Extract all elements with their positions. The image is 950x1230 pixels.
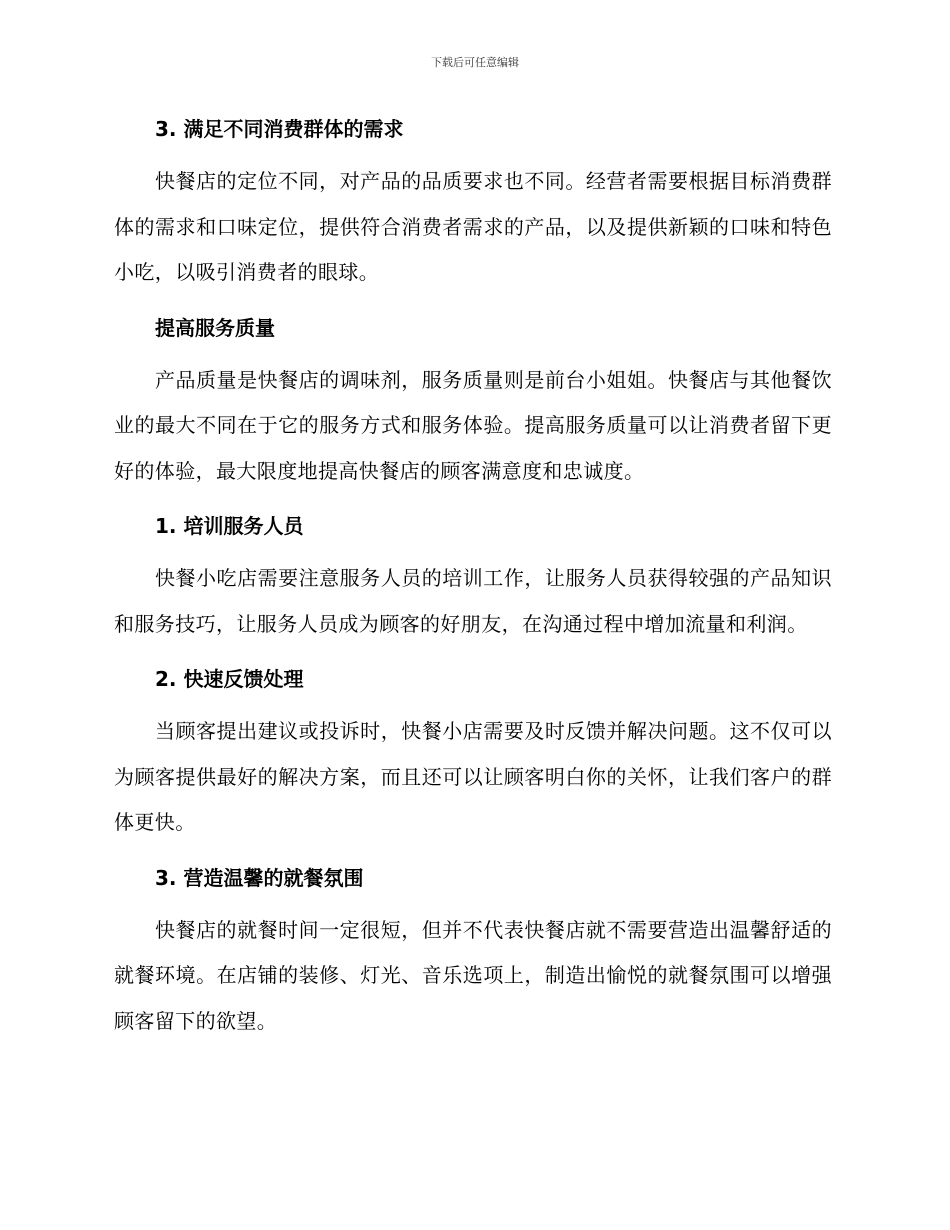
section-paragraph: 当顾客提出建议或投诉时，快餐小店需要及时反馈并解决问题。这不仅可以为顾客提供最好的解决方案，而且还可以让顾客明白你的关怀，让我们客户的群体更快。 bbox=[114, 719, 832, 834]
section-heading: 2. 快速反馈处理 bbox=[155, 667, 304, 691]
section-paragraph: 产品质量是快餐店的调味剂，服务质量则是前台小姐姐。快餐店与其他餐饮业的最大不同在于它的服务方式和服务体验。提高服务质量可以让消费者留下更好的体验，最大限度地提高快餐店的顾客满意度和忠诚度。 bbox=[114, 367, 832, 483]
document-body bbox=[114, 113, 832, 1044]
section-paragraph: 快餐小吃店需要注意服务人员的培训工作，让服务人员获得较强的产品知识和服务技巧，让服务人员成为顾客的好朋友，在沟通过程中增加流量和利润。 bbox=[114, 566, 832, 636]
page-header-note: 下载后可任意编辑 bbox=[431, 56, 519, 69]
section-heading: 提高服务质量 bbox=[155, 315, 275, 340]
section-heading: 3. 营造温馨的就餐氛围 bbox=[155, 865, 364, 890]
section-paragraph: 快餐店的就餐时间一定很短，但并不代表快餐店就不需要营造出温馨舒适的就餐环境。在店铺的装修、灯光、音乐选项上，制造出愉悦的就餐氛围可以增强顾客留下的欲望。 bbox=[114, 917, 832, 1033]
section-heading: 3. 满足不同消费群体的需求 bbox=[155, 117, 404, 141]
section-heading: 1. 培训服务人员 bbox=[155, 514, 304, 538]
section-paragraph: 快餐店的定位不同，对产品的品质要求也不同。经营者需要根据目标消费群体的需求和口味定位，提供符合消费者需求的产品，以及提供新颖的口味和特色小吃，以吸引消费者的眼球。 bbox=[114, 169, 832, 284]
